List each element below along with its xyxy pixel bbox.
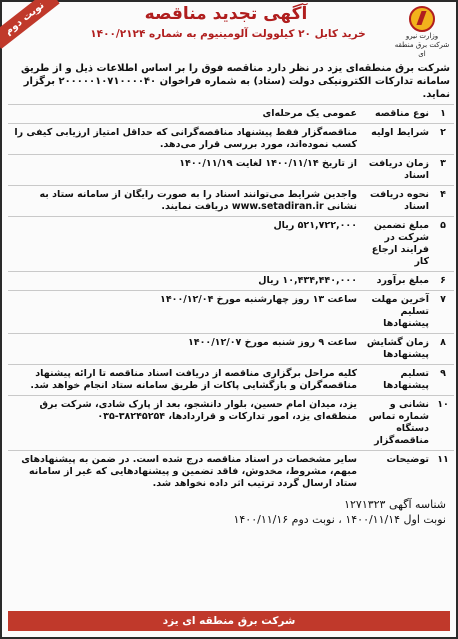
row-label: توضیحات	[360, 451, 432, 494]
row-value: واجدین شرایط می‌توانند اسناد را به صورت رایگان از سامانه ستاد به نشانی www.setadiran.ir دریافت نمایند.	[8, 186, 360, 217]
row-label: مبلغ برآورد	[360, 272, 432, 291]
table-row	[8, 217, 454, 272]
table-row	[8, 272, 454, 291]
row-number: ۱۰	[432, 396, 454, 451]
row-label: شرایط اولیه	[360, 124, 432, 155]
row-label: نوع مناقصه	[360, 105, 432, 124]
row-number: ۹	[432, 365, 454, 396]
table-row	[8, 334, 454, 365]
row-number: ۴	[432, 186, 454, 217]
row-value: ۱۰,۴۳۴,۴۴۰,۰۰۰ ریال	[8, 272, 360, 291]
row-label: نحوه دریافت اسناد	[360, 186, 432, 217]
table-row	[8, 186, 454, 217]
lightning-logo-icon	[409, 6, 435, 32]
notice-subtitle: خرید کابل ۲۰ کیلوولت آلومینیوم به شماره ۱۴۰۰/۲۱۲۴	[90, 28, 366, 40]
row-value: سایر مشخصات در اسناد مناقصه درج شده است. در ضمن به پیشنهادهای مبهم، مشروط، مخدوش، فاقد تضمین و پیشنهادهایی که غیر از سامانه ستاد ارسال گردد ترتیب اثر داده نخواهد شد.	[8, 451, 360, 494]
row-value: ساعت ۹ روز شنبه مورخ ۱۴۰۰/۱۲/۰۷	[8, 334, 360, 365]
table-row	[8, 291, 454, 334]
table-row	[8, 451, 454, 494]
publish-dates: نوبت اول ۱۴۰۰/۱۱/۱۴ ، نوبت دوم ۱۴۰۰/۱۱/۱۶	[233, 513, 446, 526]
row-label: زمان گشایش پیشنهادها	[360, 334, 432, 365]
company-banner: شرکت برق منطقه ای یزد	[8, 611, 450, 631]
notice-title: آگهی تجدید مناقصه	[144, 4, 308, 24]
row-number: ۸	[432, 334, 454, 365]
round-ribbon: نوبت دوم	[0, 0, 60, 49]
logo-line-2: شرکت برق منطقه ای	[394, 41, 450, 58]
row-value: عمومی یک مرحله‌ای	[8, 105, 360, 124]
row-value: کلیه مراحل برگزاری مناقصه از دریافت اسناد مناقصه تا ارائه پیشنهاد مناقصه‌گران و بازگشایی پاکات از طریق سامانه ستاد انجام خواهد شد.	[8, 365, 360, 396]
table-row	[8, 365, 454, 396]
table-row	[8, 124, 454, 155]
table-row	[8, 155, 454, 186]
row-label: تسلیم پیشنهادها	[360, 365, 432, 396]
company-logo	[394, 6, 450, 59]
table-row	[8, 396, 454, 451]
intro-paragraph: شرکت برق منطقه‌ای یزد در نظر دارد مناقصه فوق را بر اساس اطلاعات ذیل و از طریق سامانه تدارکات الکترونیکی دولت (ستاد) به شماره فراخوان ۲۰۰۰۰۰۱۰۷۱۰۰۰۰۴۰ برگزار نماید.	[20, 63, 450, 100]
row-value: یزد، میدان امام حسین، بلوار دانشجو، بعد از پارک شادی، شرکت برق منطقه‌ای یزد، امور تدارکات و قراردادها، ۳۸۲۴۵۲۵۴-۰۳۵	[8, 396, 360, 451]
row-label: مبلغ تضمین شرکت در فرایند ارجاع کار	[360, 217, 432, 272]
ad-id: شناسه آگهی ۱۲۷۱۳۲۳	[344, 498, 446, 511]
row-number: ۷	[432, 291, 454, 334]
row-label: زمان دریافت اسناد	[360, 155, 432, 186]
row-value: ۵۲۱,۷۲۲,۰۰۰ ریال	[8, 217, 360, 272]
table-row	[8, 105, 454, 124]
row-number: ۳	[432, 155, 454, 186]
row-number: ۱۱	[432, 451, 454, 494]
logo-line-1: وزارت نیرو	[405, 32, 439, 40]
row-number: ۲	[432, 124, 454, 155]
row-value: از تاریخ ۱۴۰۰/۱۱/۱۴ لغایت ۱۴۰۰/۱۱/۱۹	[8, 155, 360, 186]
row-value: مناقصه‌گزار فقط پیشنهاد مناقصه‌گرانی که حداقل امتیاز ارزیابی کیفی را کسب نموده‌اند، مورد بررسی قرار می‌دهد.	[8, 124, 360, 155]
row-number: ۶	[432, 272, 454, 291]
footer-info	[12, 497, 446, 527]
row-number: ۱	[432, 105, 454, 124]
notice-header	[2, 2, 456, 60]
row-number: ۵	[432, 217, 454, 272]
row-label: آخرین مهلت تسلیم پیشنهادها	[360, 291, 432, 334]
row-label: نشانی و شماره تماس دستگاه مناقصه‌گزار	[360, 396, 432, 451]
row-value: ساعت ۱۳ روز چهارشنبه مورخ ۱۴۰۰/۱۲/۰۴	[8, 291, 360, 334]
tender-details-table	[8, 104, 454, 493]
